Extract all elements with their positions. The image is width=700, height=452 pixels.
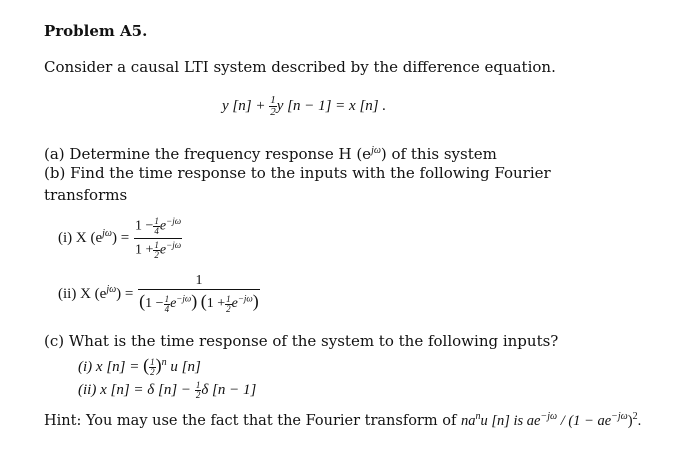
part-c-item-ii: (ii) x [n] = δ [n] − $\frac{1}{2}$ δ [n − 1] [78,380,257,401]
item-ii-numerator: 1 [195,273,203,289]
item-i-numerator: 1 − $\frac{1}{4}$ $e^{-j\omega}$ [135,215,182,236]
item-i-expression [58,203,182,269]
item-i-denominator: 1 + $\frac{1}{2}$ $e^{-j\omega}$ [135,239,182,260]
equation-lhs-end: y [n − 1] = x [n] . [276,98,387,114]
problem-heading: Problem A5. [44,22,148,40]
part-b-text-line2: transforms [44,186,128,204]
intro-text: Consider a causal LTI system described by the difference equation. [44,58,556,76]
item-ii-label: (ii) X $(e^{j\omega})$ = [58,284,134,302]
hint-expression: $na^nu$ [n] is $ae^{-j\omega} / (1 - ae^{-j\omega})^2$. [460,411,642,429]
item-ii-denominator: (1 − $\frac{1}{4}$ $e^{-j\omega}$) (1 + $\frac{1}{2}$ $e^{-j\omega}$) [139,291,259,314]
item-ii-expression [58,264,260,320]
part-c-item-i: (i) x [n] = ( $\frac{1}{2}$ )$^n$ u [n] [78,355,201,378]
equation-lhs-start: y [n] + [222,98,270,114]
item-i-fraction [134,217,182,260]
difference-equation [222,92,386,120]
part-c-text: (c) What is the time response of the system to the following inputs? [44,332,559,350]
equation-fraction: $\frac{1}{2}$ [270,94,276,119]
part-a-text: (a) Determine the frequency response H $(e^{j\omega})$ of this system [44,145,497,163]
hint-text: Hint: You may use the fact that the Fourier transform of $na^nu$ [n] is $ae^{-j\omega} / (1 - ae^{-j\omega})^2$. [44,411,642,429]
item-i-label: (i) X $(e^{j\omega})$ = [58,228,130,246]
part-b-text-line1: (b) Find the time response to the inputs with the following Fourier [44,164,551,182]
item-ii-fraction [138,274,260,313]
